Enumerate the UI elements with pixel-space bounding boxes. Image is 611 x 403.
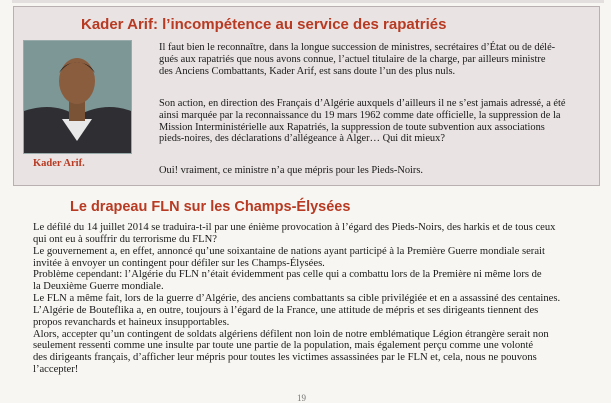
box-paragraph-1: Il faut bien le reconnaître, dans la longue succession de ministres, secrétaires d’État ou de délé- gués aux rapatriés que nous avons connue, l’actuel titulaire de la charge, par ailleurs ministre des Anciens Combattants, Kader Arif, est sans doute l’un des plus nuls.: [159, 42, 556, 77]
portrait-figure-icon: [24, 41, 131, 153]
article-line: des dirigeants français, d’afficher leur mépris pour toutes les victimes assassinées par le FLN et, cela, nous ne pouvons: [33, 352, 537, 364]
article-line: Le FLN a même fait, lors de la guerre d’Algérie, des anciens combattants sa cible privilégiée et en a assassiné des centaines.: [33, 293, 561, 305]
article-line: Le défilé du 14 juillet 2014 se traduira-t-il par une énième provocation à l’égard des Pieds-Noirs, des harkis et de tous ceux: [33, 222, 556, 233]
article-line: Problème cependant: l’Algérie du FLN n’était évidemment pas celle qui a combattu lors de la Première ni même lors de: [33, 269, 542, 281]
article-line: l’accepter!: [33, 364, 79, 376]
page-number: 19: [297, 393, 306, 403]
top-rule: [12, 0, 604, 3]
portrait-photo: [23, 40, 132, 154]
box-paragraph-3: Oui! vraiment, ce ministre n’a que mépris pour les Pieds-Noirs.: [159, 165, 424, 176]
box-paragraph-2: Son action, en direction des Français d’Algérie auxquels d’ailleurs il ne s’est jamais adressé, a été ainsi marquée par la reconnaissance du 19 mars 1962 comme date officielle, la suppression de la Mission Interministérielle aux Rapatriés, la suppression de toute subvention aux associations pieds-noires, des déclarations d’allégeance à Alger… Qui dit mieux?: [159, 98, 566, 145]
article-line: seulement ressenti comme une insulte par toute une partie de la population, mais également perçu comme une volonté: [33, 340, 534, 352]
article-line: propos revanchards et haineux insupportables.: [33, 316, 230, 328]
article-title: Le drapeau FLN sur les Champs-Élysées: [70, 199, 351, 215]
sidebar-box: [13, 6, 600, 186]
article-body: [33, 222, 603, 376]
article-line: Le gouvernement a, en effet, annoncé qu’une soixantaine de nations ayant participé à la Première Guerre mondiale serait: [33, 245, 545, 257]
article-line: L’Algérie de Bouteflika a, en outre, toujours à l’égard de la France, une attitude de mépris et ses dirigeants tiennent des: [33, 304, 539, 316]
article-line: la Deuxième Guerre mondiale.: [33, 281, 164, 293]
article-line: Alors, accepter qu’un contingent de soldats algériens défilent non loin de notre emblématique Légion étrangère serait non: [33, 328, 549, 340]
box-title: Kader Arif: l’incompétence au service des rapatriés: [81, 16, 447, 33]
article-line: qui ont eu à souffrir du terrorisme du FLN?: [33, 233, 217, 245]
article-line: invitée à envoyer un contingent pour défiler sur les Champs-Élysées.: [33, 257, 325, 269]
photo-caption: Kader Arif.: [33, 158, 85, 169]
